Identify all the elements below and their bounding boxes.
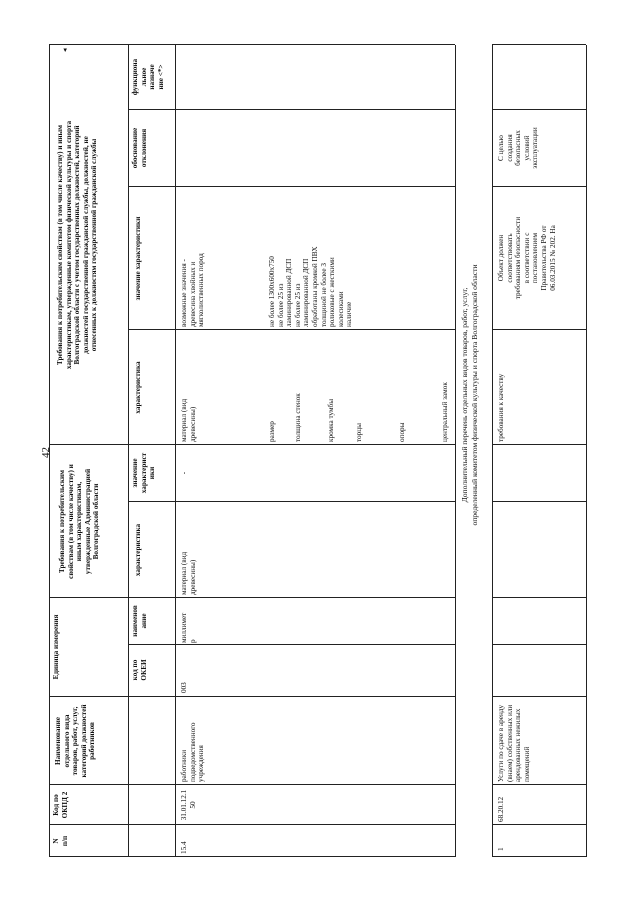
- row1-committee-value-material: возможные значения - древесина хвойных и мягколиственных пород: [180, 253, 206, 327]
- lower-col-border-4: [492, 644, 586, 645]
- lower-col-border-3: [492, 696, 586, 697]
- row2-no: 1: [497, 847, 505, 851]
- header-name: Наименование отдельного вида товаров, работ, услуг, категорий должностей работников: [54, 704, 97, 778]
- row1-committee-value-size: не более 1300х600х750 не более 25 из ламинированной ДСП не более 25 из ламинированной ДСП обработаны кромкой ПВХ толщиной не более 3 роликовые с жесткими колесиками наличие: [268, 246, 354, 327]
- lower-table-bottom-border: [586, 45, 587, 857]
- header-committee-group: Требования к потребительским свойствам (в том числе качеству) и иным характеристикам, утвержденные комитетом физической культуры и спорта Волгоградской области с учетом государственных должностей, категорий должностей государственной гражданской службы, должностей, не отнесенных к должностям государственной гражданской службы: [56, 120, 99, 370]
- col-border-5: [49, 597, 455, 598]
- col-border-4: [128, 644, 455, 645]
- header-committee-purpose: функциона льное назначе ние <*>: [131, 58, 165, 96]
- col-border-3: [49, 696, 455, 697]
- lower-col-border-10: [492, 109, 586, 110]
- col-border-2: [49, 784, 455, 785]
- row1-committee-char-edge: кромка тумбы: [327, 398, 335, 442]
- table-bottom-border: [455, 45, 456, 857]
- lower-col-border-6: [492, 501, 586, 502]
- lower-col-border-9: [492, 186, 586, 187]
- lower-col-border-1: [492, 824, 586, 825]
- row2-name: Услуги по сдаче в аренду (внаем) собственных или арендованных нежилых помещений: [497, 704, 531, 782]
- page-number: 42: [40, 447, 52, 458]
- col-border-10: [128, 109, 455, 110]
- header-okpd: Код по ОКПД 2: [52, 791, 69, 819]
- header-unit-group: Единица измерения: [52, 614, 60, 680]
- header-admin-char: характеристика: [134, 523, 142, 577]
- lower-col-border-11: [492, 44, 586, 45]
- row2-committee-char: требования к качеству: [497, 373, 505, 442]
- row1-committee-char-supports: опоры: [398, 422, 406, 442]
- row1-unit-name: миллимет р: [180, 612, 197, 643]
- row1-committee-char-material: материал (вид древесины): [180, 398, 197, 442]
- col-border-7: [49, 444, 455, 445]
- header-bottom-border: [175, 45, 176, 857]
- header-no: N п/п: [52, 835, 69, 847]
- scan-mark-icon: ◂: [61, 48, 69, 52]
- row1-committee-char-lock: центральный замок: [441, 382, 449, 442]
- row2-committee-value: Объект должен соответствовать требованиям безопасности в соответствии с постановлением Правительства РФ от 06.03.2015 № 202. На: [497, 216, 557, 300]
- col-border-0: [49, 856, 455, 857]
- header-admin-value: значение характерист ики: [131, 452, 157, 494]
- additional-list-caption: Дополнительный перечень отдельных видов товаров, работ, услуг, определенный комитетом физической культуры и спорта Волгоградской области: [460, 264, 479, 526]
- row2-okpd: 68.20.12: [497, 796, 505, 822]
- header-unit-okei: код по ОКЕИ: [131, 659, 148, 681]
- lower-col-border-7: [492, 444, 586, 445]
- col-border-8: [128, 329, 455, 330]
- row1-name: работники подведомственного учреждения: [180, 722, 206, 782]
- header-admin-group: Требования к потребительским свойствам (в том числе качеству) и иным характеристикам, утвержденные Администрацией Волгоградской области: [58, 464, 101, 579]
- row1-admin-char: материал (вид древесины): [180, 551, 197, 595]
- col-border-9: [128, 186, 455, 187]
- col-border-11: [49, 44, 455, 45]
- row1-committee-char-ends: торцы: [355, 423, 363, 442]
- header-committee-value: значение характеристики: [134, 216, 142, 301]
- lower-col-border-2: [492, 784, 586, 785]
- row1-committee-char-wall: толщина стенок: [294, 393, 302, 442]
- col-border-6: [128, 501, 455, 502]
- row2-committee-reason: С целью создания безопасных условий эксплуатации: [497, 127, 540, 169]
- header-committee-reason: обоснование отклонения: [131, 127, 148, 169]
- lower-col-border-8: [492, 329, 586, 330]
- row1-committee-char-size: размер: [268, 421, 276, 442]
- row1-okei: 003: [180, 682, 188, 693]
- table-top-border: [49, 45, 50, 857]
- row1-admin-value: -: [180, 471, 188, 475]
- lower-col-border-5: [492, 597, 586, 598]
- lower-table-top-border: [492, 45, 493, 857]
- header-unit-name: наименов ание: [131, 605, 148, 637]
- row1-no: 15.4: [180, 841, 188, 854]
- col-border-1: [49, 824, 455, 825]
- header-committee-char: характеристика: [134, 361, 142, 414]
- row1-okpd: 31.01.12.1 50: [180, 789, 197, 821]
- unit-subheader-line: [128, 445, 129, 615]
- lower-col-border-0: [492, 856, 586, 857]
